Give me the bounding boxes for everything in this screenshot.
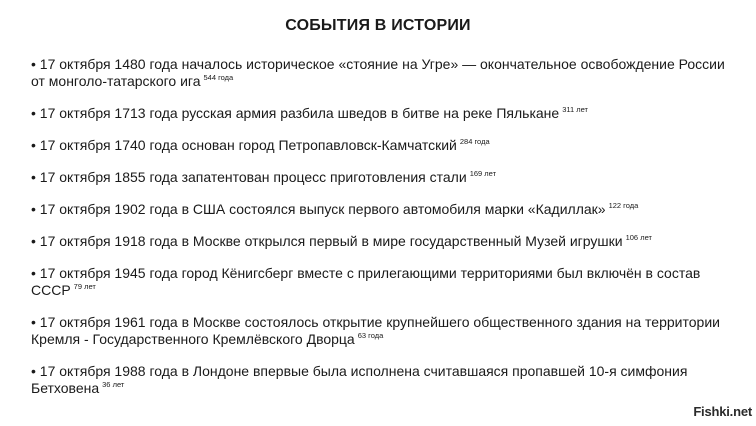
event-item	[31, 105, 731, 122]
event-years-ago: 63 года	[357, 331, 384, 340]
events-list	[31, 56, 731, 412]
event-text: • 17 октября 1855 года запатентован процесс приготовления стали	[31, 169, 467, 185]
watermark: Fishki.net	[693, 404, 752, 419]
event-text: • 17 октября 1480 года началось историческое «стояние на Угре» — окончательное освобождение России от монголо-татарского ига	[31, 56, 725, 89]
event-text: • 17 октября 1740 года основан город Петропавловск-Камчатский	[31, 137, 457, 153]
event-text: • 17 октября 1918 года в Москве открылся первый в мире государственный Музей игрушки	[31, 233, 623, 249]
event-text: • 17 октября 1945 года город Кёнигсберг вместе с прилегающими территориями был включён в состав СССР	[31, 265, 701, 298]
event-years-ago: 106 лет	[625, 233, 652, 242]
event-years-ago: 284 года	[459, 137, 490, 146]
event-item	[31, 233, 731, 250]
event-text: • 17 октября 1988 года в Лондоне впервые была исполнена считавшаяся пропавшей 10-я симфония Бетховена	[31, 363, 688, 396]
event-years-ago: 169 лет	[469, 169, 497, 178]
event-item	[31, 169, 731, 186]
event-text: • 17 октября 1961 года в Москве состоялось открытие крупнейшего общественного здания на территории Кремля - Государственного Кремлёвского Дворца	[31, 314, 720, 347]
event-text: • 17 октября 1713 года русская армия разбила шведов в битве на реке Пялькане	[31, 105, 560, 121]
event-years-ago: 122 года	[608, 201, 639, 210]
page-title: СОБЫТИЯ В ИСТОРИИ	[285, 17, 471, 34]
event-text: • 17 октября 1902 года в США состоялся выпуск первого автомобиля марки «Кадиллак»	[31, 201, 606, 217]
event-item	[31, 201, 731, 218]
event-item	[31, 363, 731, 397]
event-years-ago: 311 лет	[562, 105, 588, 114]
event-years-ago: 544 года	[203, 73, 234, 82]
event-years-ago: 79 лет	[73, 282, 96, 291]
event-item	[31, 137, 731, 154]
event-years-ago: 36 лет	[102, 380, 125, 389]
event-item	[31, 56, 731, 90]
event-item	[31, 265, 731, 299]
event-item	[31, 314, 731, 348]
